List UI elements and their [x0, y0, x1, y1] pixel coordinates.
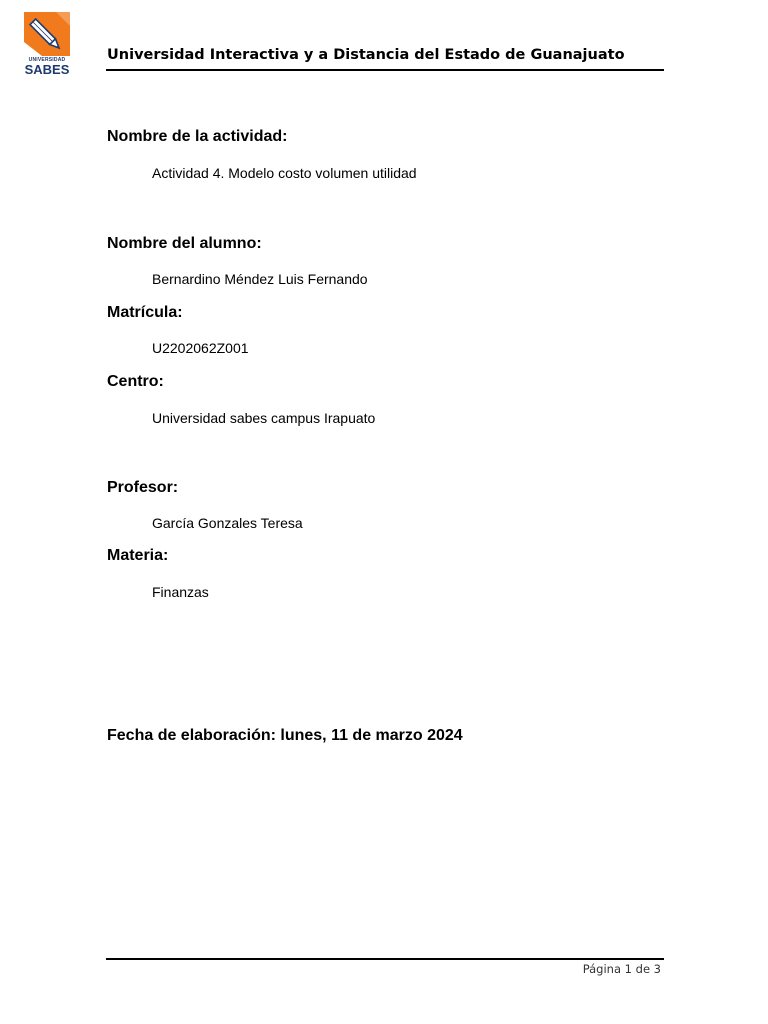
centro-label: Centro: [107, 373, 164, 390]
header-divider [106, 69, 664, 71]
footer-divider [106, 958, 664, 960]
materia-label: Materia: [107, 547, 169, 564]
page-number: Página 1 de 3 [582, 962, 661, 976]
header-title: Universidad Interactiva y a Distancia del Estado de Guanajuato [107, 47, 625, 63]
actividad-label: Nombre de la actividad: [107, 128, 288, 145]
centro-value: Universidad sabes campus Irapuato [152, 410, 376, 426]
profesor-value: García Gonzales Teresa [152, 515, 303, 531]
pencil-logo-icon [22, 12, 72, 56]
alumno-value: Bernardino Méndez Luis Fernando [152, 271, 368, 287]
matricula-label: Matrícula: [107, 304, 183, 321]
fecha-elaboracion: Fecha de elaboración: lunes, 11 de marzo 2024 [107, 727, 463, 744]
materia-value: Finanzas [152, 584, 209, 600]
alumno-label: Nombre del alumno: [107, 235, 262, 252]
university-logo [22, 12, 72, 80]
matricula-value: U2202062Z001 [152, 340, 249, 356]
profesor-label: Profesor: [107, 479, 179, 496]
logo-small-text: UNIVERSIDAD [28, 57, 66, 63]
actividad-value: Actividad 4. Modelo costo volumen utilidad [152, 165, 417, 181]
logo-big-text: SABES [24, 62, 70, 77]
